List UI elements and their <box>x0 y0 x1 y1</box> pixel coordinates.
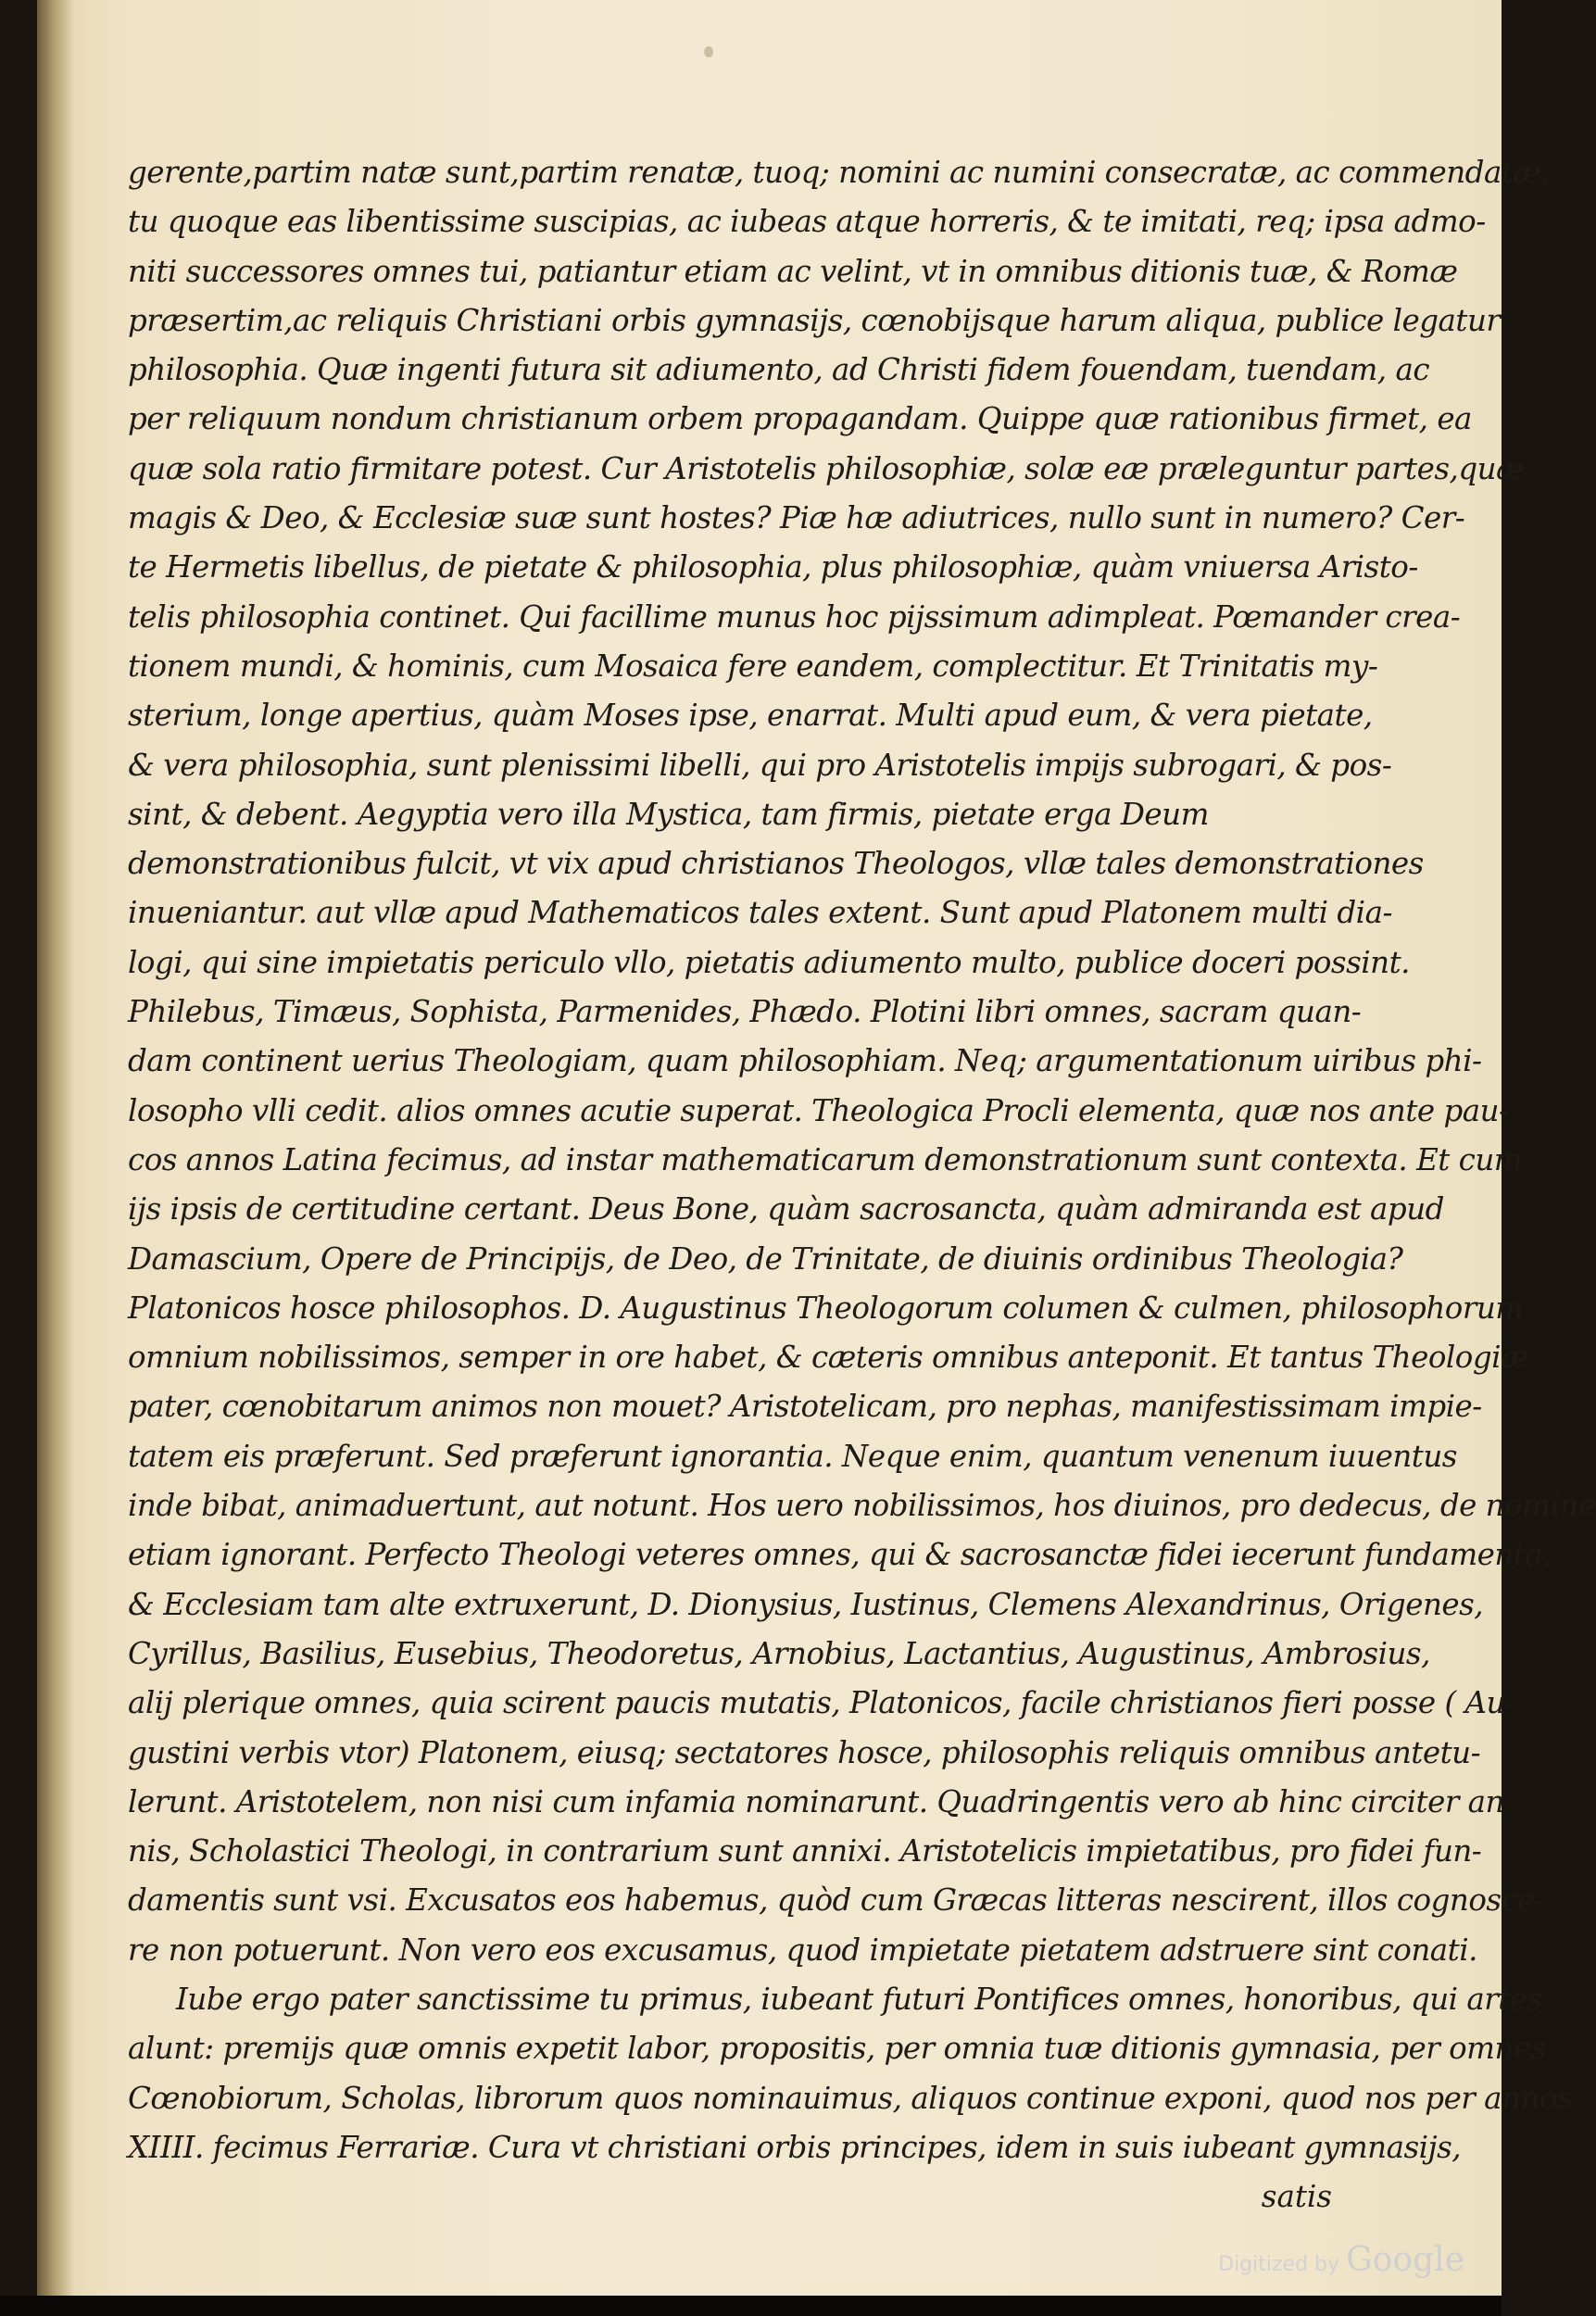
text-line: alij plerique omnes, quia scirent paucis mutatis, Platonicos, facile christianos fieri posse ( Au- <box>128 1685 1515 1721</box>
text-line: gustini verbis vtor) Platonem, eiusq; sectatores hosce, philosophis reliquis omnibus antetu- <box>128 1734 1481 1770</box>
watermark-prefix: Digitized by <box>1218 2253 1340 2276</box>
text-line: nis, Scholastici Theologi, in contrarium sunt annixi. Aristotelicis impietatibus, pro fidei fun- <box>128 1833 1482 1869</box>
text-line: & Ecclesiam tam alte extruxerunt, D. Dionysius, Iustinus, Clemens Alexandrinus, Origenes, <box>128 1586 1484 1622</box>
text-line: XIIII. fecimus Ferrariæ. Cura vt christiani orbis principes, idem in suis iubeant gymnasijs, <box>128 2129 1462 2165</box>
text-line: gerente,partim natæ sunt,partim renatæ, tuoq; nomini ac numini consecratæ, ac commendatæ, <box>128 155 1551 190</box>
paragraph-start-line: Iube ergo pater sanctissime tu primus, iubeant futuri Pontifices omnes, honoribus, qui artes <box>176 1981 1542 2017</box>
body-text <box>128 148 1596 2222</box>
text-line: inueniantur. aut vllæ apud Mathematicos tales extent. Sunt apud Platonem multi dia- <box>128 895 1392 931</box>
text-line: Damascium, Opere de Principijs, de Deo, de Trinitate, de diuinis ordinibus Theologia? <box>128 1240 1403 1277</box>
text-line: logi, qui sine impietatis periculo vllo, pietatis adiumento multo, publice doceri possint. <box>128 944 1410 980</box>
text-line: inde bibat, animaduertunt, aut notunt. Hos uero nobilissimos, hos diuinos, pro dedecus, de nomine <box>128 1488 1596 1524</box>
digitized-watermark <box>1218 2241 1464 2279</box>
binding-gutter-shadow <box>37 0 74 2296</box>
text-line: Cyrillus, Basilius, Eusebius, Theodoretus, Arnobius, Lactantius, Augustinus, Ambrosius, <box>128 1635 1430 1671</box>
text-line: lerunt. Aristotelem, non nisi cum infamia nominarunt. Quadringentis vero ab hinc circiter an <box>128 1783 1504 1819</box>
text-line: præsertim,ac reliquis Christiani orbis gymnasijs, cœnobijsque harum aliqua, publice legatur <box>128 302 1501 338</box>
text-line: sint, & debent. Aegyptia vero illa Mystica, tam firmis, pietate erga Deum <box>128 796 1209 832</box>
text-line: Cœnobiorum, Scholas, librorum quos nominauimus, aliquos continue exponi, quod nos per annos <box>128 2080 1573 2116</box>
text-line: losopho vlli cedit. alios omnes acutie superat. Theologica Procli elementa, quæ nos ante pau- <box>128 1092 1509 1128</box>
text-line: Platonicos hosce philosophos. D. Augustinus Theologorum columen & culmen, philosophorum <box>128 1290 1524 1326</box>
text-line: tionem mundi, & hominis, cum Mosaica fere eandem, complectitur. Et Trinitatis my- <box>128 648 1378 684</box>
text-line: etiam ignorant. Perfecto Theologi veteres omnes, qui & sacrosanctæ fidei iecerunt fundamenta, <box>128 1537 1552 1573</box>
text-line: per reliquum nondum christianum orbem propagandam. Quippe quæ rationibus firmet, ea <box>128 401 1472 437</box>
text-line: omnium nobilissimos, semper in ore habet, & cæteris omnibus anteponit. Et tantus Theologiæ <box>128 1340 1529 1376</box>
text-line: dam continent uerius Theologiam, quam philosophiam. Neq; argumentationum uiribus phi- <box>128 1043 1482 1079</box>
text-line: damentis sunt vsi. Excusatos eos habemus, quòd cum Græcas litteras nescirent, illos cognosce- <box>128 1882 1545 1919</box>
scan-bottom-edge <box>0 2296 1502 2316</box>
text-line: & vera philosophia, sunt plenissimi libelli, qui pro Aristotelis impijs subrogari, & pos- <box>128 747 1392 783</box>
text-line: demonstrationibus fulcit, vt vix apud christianos Theologos, vllæ tales demonstrationes <box>128 846 1424 882</box>
watermark-brand: Google <box>1346 2241 1464 2279</box>
paper-stain <box>704 46 713 57</box>
text-line: pater, cœnobitarum animos non mouet? Aristotelicam, pro nephas, manifestissimam impie- <box>128 1389 1482 1425</box>
text-line: tu quoque eas libentissime suscipias, ac iubeas atque horreris, & te imitati, req; ipsa admo- <box>128 204 1486 240</box>
text-line: tatem eis præferunt. Sed præferunt ignorantia. Neque enim, quantum venenum iuuentus <box>128 1438 1457 1474</box>
text-line: cos annos Latina fecimus, ad instar mathematicarum demonstrationum sunt contexta. Et cum <box>128 1141 1523 1177</box>
text-line: quæ sola ratio firmitare potest. Cur Aristotelis philosophiæ, solæ eæ præleguntur partes,quæ <box>128 450 1525 486</box>
text-line: alunt: premijs quæ omnis expetit labor, propositis, per omnia tuæ ditionis gymnasia, per omnes <box>128 2031 1546 2067</box>
text-line: re non potuerunt. Non vero eos excusamus, quod impietate pietatem adstruere sint conati. <box>128 1932 1477 1968</box>
catchword: satis <box>1261 2179 1332 2215</box>
text-line: Philebus, Timæus, Sophista, Parmenides, Phædo. Plotini libri omnes, sacram quan- <box>128 994 1362 1030</box>
text-line: sterium, longe apertius, quàm Moses ipse, enarrat. Multi apud eum, & vera pietate, <box>128 698 1373 734</box>
text-line: philosophia. Quæ ingenti futura sit adiumento, ad Christi fidem fouendam, tuendam, ac <box>128 352 1430 388</box>
text-line: telis philosophia continet. Qui facillime munus hoc pijssimum adimpleat. Pœmander crea- <box>128 598 1461 635</box>
text-line: niti successores omnes tui, patiantur etiam ac velint, vt in omnibus ditionis tuæ, & Romæ <box>128 253 1458 289</box>
text-line: ijs ipsis de certitudine certant. Deus Bone, quàm sacrosancta, quàm admiranda est apud <box>128 1191 1444 1227</box>
text-line: te Hermetis libellus, de pietate & philosophia, plus philosophiæ, quàm vniuersa Aristo- <box>128 549 1418 585</box>
text-line: magis & Deo, & Ecclesiæ suæ sunt hostes? Piæ hæ adiutrices, nullo sunt in numero? Cer- <box>128 500 1465 536</box>
